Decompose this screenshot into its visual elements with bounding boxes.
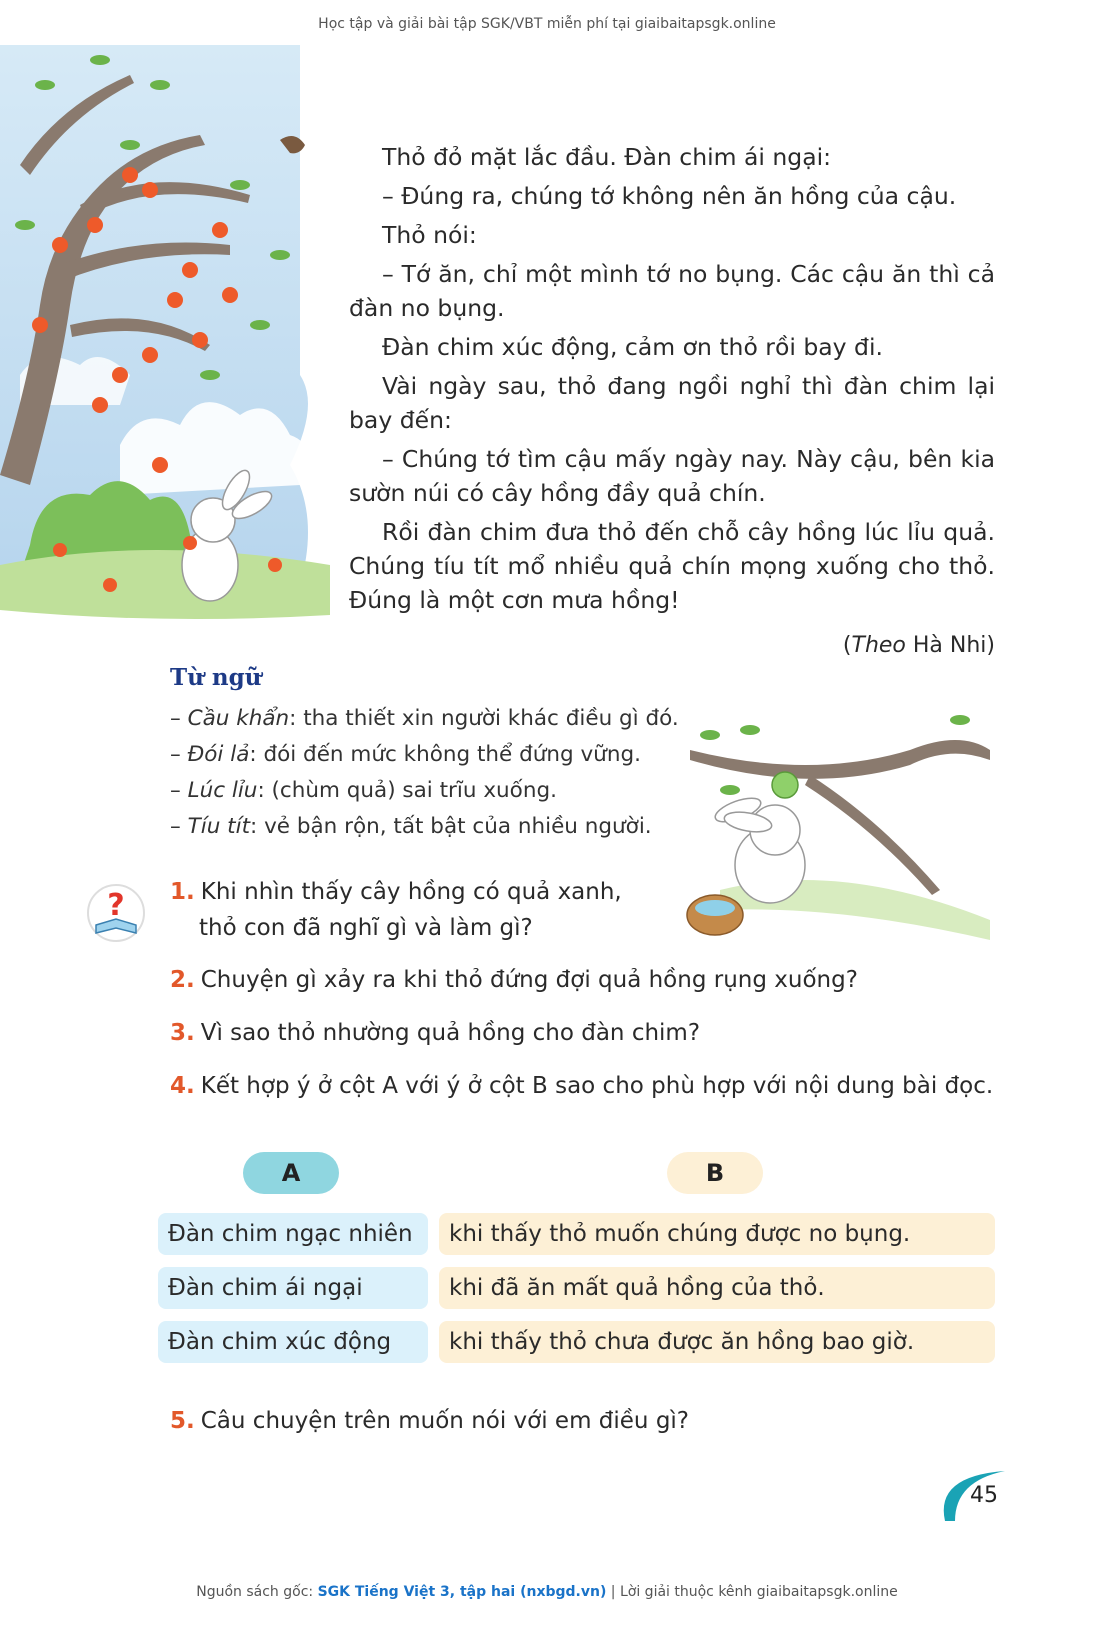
vocab-item: – Lúc lỉu: (chùm quả) sai trĩu xuống. (170, 778, 557, 803)
svg-text:?: ? (107, 888, 125, 923)
vocab-item: – Đói lả: đói đến mức không thể đứng vững. (170, 742, 641, 767)
question-4: 4. Kết hợp ý ở cột A với ý ở cột B sao cho phù hợp với nội dung bài đọc. (170, 1073, 994, 1099)
story-paragraph: Đàn chim xúc động, cảm ơn thỏ rồi bay đi. (382, 333, 883, 361)
page-number: 45 (970, 1483, 998, 1508)
column-a-item[interactable]: Đàn chim ái ngại (158, 1267, 428, 1309)
vocab-title: Từ ngữ (170, 664, 262, 691)
vocab-item: – Cầu khẩn: tha thiết xin người khác điều gì đó. (170, 706, 679, 731)
column-b-item[interactable]: khi đã ăn mất quả hồng của thỏ. (439, 1267, 995, 1309)
story-paragraph: Vài ngày sau, thỏ đang ngồi nghỉ thì đàn chim lại bay đến: (349, 372, 995, 434)
vocab-item: – Tíu tít: vẻ bận rộn, tất bật của nhiều người. (170, 814, 652, 839)
story-text (349, 140, 995, 622)
question-3: 3. Vì sao thỏ nhường quả hồng cho đàn chim? (170, 1020, 701, 1046)
column-b-item[interactable]: khi thấy thỏ chưa được ăn hồng bao giờ. (439, 1321, 995, 1363)
question-book-icon (86, 883, 146, 943)
footer-book-link[interactable]: SGK Tiếng Việt 3, tập hai (nxbgd.vn) (317, 1584, 607, 1600)
question-5: 5. Câu chuyện trên muốn nói với em điều gì? (170, 1408, 690, 1434)
story-source: (Theo Hà Nhi) (842, 633, 995, 658)
column-a-header: A (243, 1152, 339, 1194)
story-paragraph: – Đúng ra, chúng tớ không nên ăn hồng của cậu. (382, 182, 957, 210)
column-a-item[interactable]: Đàn chim ngạc nhiên (158, 1213, 428, 1255)
question-2: 2. Chuyện gì xảy ra khi thỏ đứng đợi quả hồng rụng xuống? (170, 967, 858, 993)
rabbit-branch-illustration (660, 690, 1000, 960)
column-b-header: B (667, 1152, 763, 1194)
question-1: 1. Khi nhìn thấy cây hồng có quả xanh, thỏ con đã nghĩ gì và làm gì? (170, 879, 622, 941)
story-paragraph: – Tớ ăn, chỉ một mình tớ no bụng. Các cậu ăn thì cả đàn no bụng. (349, 260, 995, 322)
story-paragraph: Thỏ đỏ mặt lắc đầu. Đàn chim ái ngại: (382, 143, 832, 171)
story-paragraph: Thỏ nói: (382, 221, 477, 249)
story-paragraph: Rồi đàn chim đưa thỏ đến chỗ cây hồng lúc lỉu quả. Chúng tíu tít mổ nhiều quả chín mọng xuống cho thỏ. Đúng là một cơn mưa hồng! (349, 518, 995, 614)
page-header: Học tập và giải bài tập SGK/VBT miễn phí tại giaibaitapsgk.online (0, 0, 1094, 45)
page-footer: Nguồn sách gốc: SGK Tiếng Việt 3, tập hai (nxbgd.vn) | Lời giải thuộc kênh giaibaitapsgk.online (196, 1584, 898, 1600)
vocab-list (170, 701, 690, 845)
source-theo: Theo (851, 633, 906, 658)
column-a-item[interactable]: Đàn chim xúc động (158, 1321, 428, 1363)
story-paragraph: – Chúng tớ tìm cậu mấy ngày nay. Này cậu, bên kia sườn núi có cây hồng đầy quả chín. (349, 445, 995, 507)
source-author: Hà Nhi) (905, 633, 995, 658)
column-b-item[interactable]: khi thấy thỏ muốn chúng được no bụng. (439, 1213, 995, 1255)
